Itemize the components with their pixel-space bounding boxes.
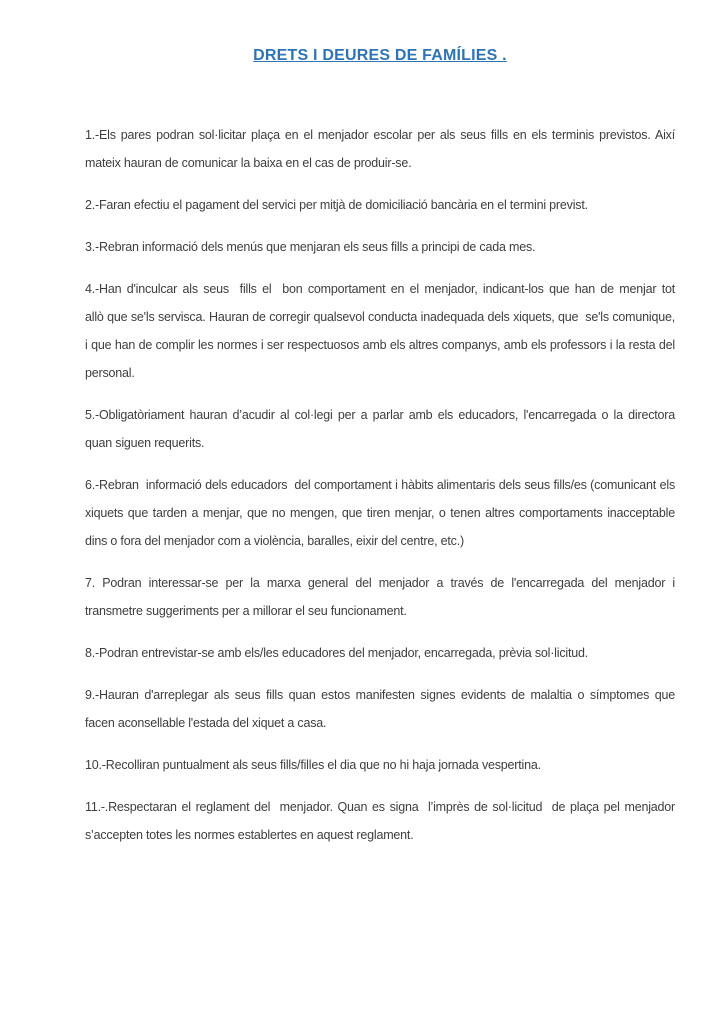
paragraph-11: 11.-.Respectaran el reglament del menjador. Quan es signa l’imprès de sol·licitud de plaça pel menjador s’accepten totes les normes establertes en aquest reglament. [85,800,679,842]
paragraph-9: 9.-Hauran d'arreplegar als seus fills quan estos manifesten signes evidents de malaltia o símptomes que facen aconsellable l'estada del xiquet a casa. [85,688,679,730]
paragraph-2: 2.-Faran efectiu el pagament del servici per mitjà de domiciliació bancària en el termini previst. [85,198,588,212]
paragraph-5: 5.-Obligatòriament hauran d’acudir al col·legi per a parlar amb els educadors, l'encarregada o la directora quan siguen requerits. [85,408,679,450]
paragraph-7: 7. Podran interessar-se per la marxa general del menjador a través de l'encarregada del menjador i transmetre suggeriments per a millorar el seu funcionament. [85,576,679,618]
paragraph-4: 4.-Han d'inculcar als seus fills el bon comportament en el menjador, indicant-los que han de menjar tot allò que se'ls servisca. Hauran de corregir qualsevol conducta inadequada dels xiquets, que se'ls comunique, i que han de complir les normes i ser respectuosos amb els altres companys, amb els professors i la resta del personal. [85,282,695,380]
paragraph-1: 1.-Els pares podran sol·licitar plaça en el menjador escolar per als seus fills en els terminis previstos. Així mateix hauran de comunicar la baixa en el cas de produir-se. [85,128,679,170]
paragraph-3: 3.-Rebran informació dels menús que menjaran els seus fills a principi de cada mes. [85,240,536,254]
page-title: DRETS I DEURES DE FAMÍLIES . [253,47,507,64]
paragraph-6: 6.-Rebran informació dels educadors del comportament i hàbits alimentaris dels seus fills/es (comunicant els xiquets que tarden a menjar, que no mengen, que tiren menjar, o tenen altres comportaments inacceptable dins o fora del menjador com a violència, baralles, eixir del centre, etc.) [85,478,679,548]
paragraph-10: 10.-Recolliran puntualment als seus fills/filles el dia que no hi haja jornada vespertina. [85,758,541,772]
paragraph-8: 8.-Podran entrevistar-se amb els/les educadores del menjador, encarregada, prèvia sol·licitud. [85,646,589,660]
